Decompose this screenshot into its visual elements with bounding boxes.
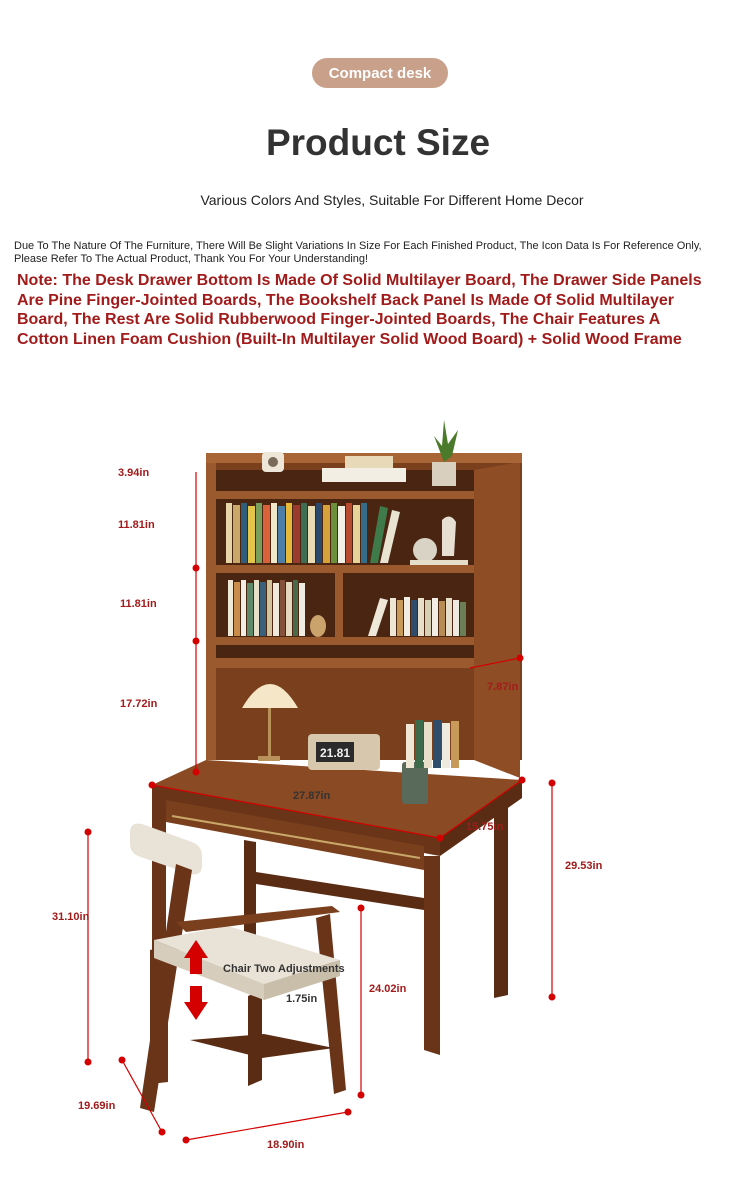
- globe-decor: [413, 538, 437, 562]
- dim-hutch-gap: 17.72in: [120, 698, 158, 710]
- size-disclaimer: Due To The Nature Of The Furniture, There Will Be Slight Variations In Size For Each Finished Product, The Icon Data Is For Reference Only, Please Refer To The Actual Product, Thank You For Your Understanding!: [14, 240, 702, 265]
- shelf-board: [216, 565, 474, 573]
- dim-shelf-depth: 7.87in: [487, 681, 519, 693]
- cup-decor: [402, 762, 428, 804]
- dim-seat-height: 24.02in: [369, 983, 407, 995]
- dim-desk-depth: 15.75in: [466, 821, 504, 833]
- plant-pot: [432, 462, 456, 486]
- astronaut-figurine: [442, 516, 456, 556]
- dim-chair-height: 31.10in: [52, 911, 90, 923]
- material-note: Note: The Desk Drawer Bottom Is Made Of Solid Multilayer Board, The Drawer Side Panels Are Pine Finger-Jointed Boards, The Bookshelf Back Panel Is Made Of Solid Multilayer Board, The Rest Are Solid Rubberwood Finger-Jointed Boards, The Chair Features A Cotton Linen Foam Cushion (Built-In Multilayer Solid Wood Board) + Solid Wood Frame: [17, 272, 702, 348]
- desk-leg: [424, 856, 440, 1055]
- shelf-board: [216, 658, 474, 668]
- dim-seat-adjust: 1.75in: [286, 993, 318, 1005]
- shelf-board: [216, 491, 474, 499]
- bookshelf-hutch: [206, 420, 522, 778]
- compact-desk-badge: Compact desk: [312, 58, 448, 88]
- dim-shelf-row-1: 11.81in: [118, 519, 155, 531]
- dim-chair-width: 18.90in: [267, 1139, 305, 1151]
- chair-adjust-label: Chair Two Adjustments: [223, 963, 345, 975]
- dim-chair-depth: 19.69in: [78, 1100, 116, 1112]
- shelf-board: [216, 637, 474, 645]
- chair-armrest: [176, 906, 340, 932]
- desk-leg: [494, 806, 508, 998]
- chair-leg: [150, 946, 168, 1084]
- dim-shelf-row-2: 11.81in: [120, 598, 157, 610]
- chair-leg: [316, 914, 346, 1094]
- dim-shelf-top: 3.94in: [118, 467, 150, 479]
- page-title: Product Size: [265, 122, 491, 163]
- dim-desk-height: 29.53in: [565, 860, 603, 872]
- book-stack-decor: [322, 468, 406, 482]
- dim-desk-width: 27.87in: [293, 790, 331, 802]
- clock-display: 21.81: [319, 746, 351, 760]
- page-subtitle: Various Colors And Styles, Suitable For Different Home Decor: [200, 192, 584, 208]
